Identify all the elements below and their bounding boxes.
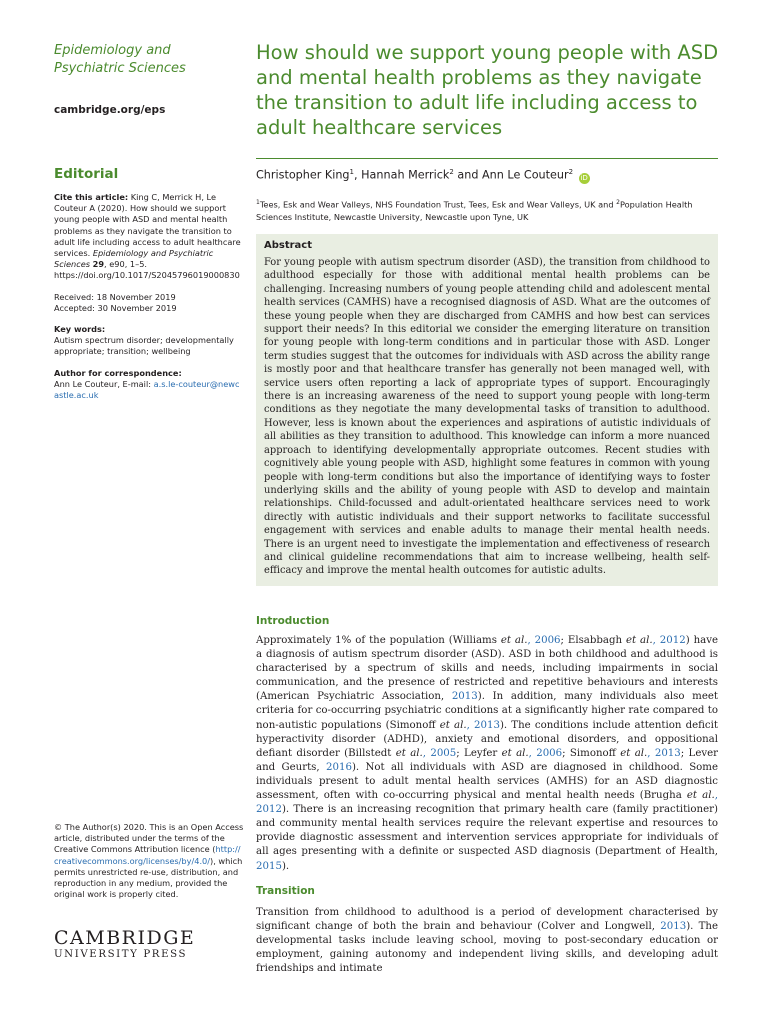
affiliation-1-marker: 1: [256, 199, 260, 206]
citation-link[interactable]: , 2006: [528, 747, 563, 759]
transition-text-segment: ). The developmental tasks include leaving school, moving to post-secondary education or employment, gaining autonomy and independent living skills, and developing adult friendships and intimate: [256, 921, 718, 975]
citation-link[interactable]: , 2013: [647, 747, 681, 759]
citation-link[interactable]: , 2005: [422, 747, 457, 759]
affiliation-2-marker: 2: [616, 199, 620, 206]
journal-url[interactable]: cambridge.org/eps: [54, 104, 166, 116]
accepted-date: Accepted: 30 November 2019: [54, 302, 177, 313]
intro-text-segment: ) have a diagnosis of autism spectrum disorder (ASD). ASD in both childhood and adulthood is characterised by a spectrum of skills and needs, including impairments in social communication, and the presence of restricted and repetitive behaviours and interests (American Psychiatric Association,: [256, 635, 718, 703]
author-separator: ,: [354, 168, 362, 182]
intro-text-segment: ; Lever and Geurts,: [256, 747, 718, 773]
intro-text-segment: ). There is an increasing recognition that primary health care (family practitioner) and community mental health services require the relevant expertise and resources to provide diagnostic assessment and intervention services appropriate for individuals of all ages presenting with a definite or suspected ASD diagnosis (Department of Health,: [256, 804, 718, 858]
publisher-logo-line2: UNIVERSITY PRESS: [54, 949, 188, 960]
received-date: Received: 18 November 2019: [54, 291, 176, 302]
citation-label: Cite this article:: [54, 192, 129, 202]
abstract-heading: Abstract: [264, 240, 313, 251]
article-type: Editorial: [54, 166, 119, 182]
author-list: [256, 168, 590, 184]
title-divider: [256, 158, 718, 159]
author-2-affiliation: 2: [449, 168, 454, 176]
citation: [54, 192, 244, 282]
transition-text-segment: Transition from childhood to adulthood is a period of development characterised by significant change of both the brain and behaviour (Colver and Longwell,: [256, 907, 718, 933]
citation-link[interactable]: , 2013: [466, 719, 500, 731]
introduction-paragraph: [256, 634, 718, 874]
intro-text-segment: ; Elsabbagh: [560, 635, 626, 646]
keywords-label: Key words:: [54, 324, 106, 335]
citation-link[interactable]: 2013: [660, 921, 687, 933]
citation-link[interactable]: 2015: [256, 860, 282, 872]
et-al: et al.: [620, 747, 648, 759]
et-al: et al.: [500, 635, 528, 646]
transition-paragraph: [256, 906, 718, 976]
intro-text-segment: Approximately 1% of the population (Williams: [256, 635, 501, 646]
transition-heading: Transition: [256, 885, 315, 897]
citation-link[interactable]: , 2012: [652, 635, 686, 646]
intro-text-segment: ). The conditions include attention deficit hyperactivity disorder (ADHD), anxiety and emotional disorders, and oppositional defiant disorder (Billstedt: [256, 719, 718, 759]
license-notice: [54, 822, 244, 900]
citation-text: King C, Merrick H, Le Couteur A (2020). How should we support young people with ASD and mental health problems as they navigate the transition to adult life including access to adult healthcare services.: [54, 192, 241, 259]
introduction-heading: Introduction: [256, 615, 330, 627]
author-1[interactable]: Christopher King: [256, 168, 350, 182]
et-al: et al.: [686, 790, 715, 802]
et-al: et al.: [439, 719, 467, 731]
correspondence-label: Author for correspondence:: [54, 367, 182, 378]
keywords: [54, 324, 244, 358]
journal-name: Epidemiology and Psychiatric Sciences: [54, 43, 186, 76]
article-title: How should we support young people with ASD and mental health problems as they navigate the transition to adult life including access to adult healthcare services: [256, 41, 719, 139]
publisher-logo: [54, 928, 204, 962]
author-3-affiliation: 2: [568, 168, 574, 176]
intro-text-segment: ; Simonoff: [562, 747, 621, 759]
intro-text-segment: ; Leyfer: [456, 747, 502, 759]
license-link[interactable]: http://creativecommons.org/licenses/by/4.0/: [54, 844, 241, 866]
dates: [54, 292, 244, 314]
publisher-logo-line1: CAMBRIDGE: [54, 927, 196, 949]
abstract-text: For young people with autism spectrum disorder (ASD), the transition from childhood to adulthood especially for those with additional mental health problems can be challenging. Increasing numbers of young people attending child and adolescent mental health services (CAMHS) have a recognised diagnosis of ASD. What are the outcomes of these young people when they are discharged from CAMHS and how best can services support their needs? In this editorial we consider the emerging literature on transition for young people with long-term conditions and in particular those with ASD. Longer term studies suggest that the outcomes for individuals with ASD across the ability range is mostly poor and that healthcare transfer has generally not been managed well, with service users often reporting a lack of appropriate types of support. Encouragingly there is an increasing awareness of the need to support young people with long-term conditions as they negotiate the many developmental tasks of transition to adulthood. However, less is known about the experiences and aspirations of autistic individuals of all abilities as they transition to adulthood. This knowledge can inform a more nuanced approach to identifying developmentally appropriate outcomes. Recent studies with cognitively able young people with ASD, highlight some features in common with young people with long-term conditions but also the importance of identifying ways to foster underlying skills and the ability of young people with ASD to develop and maintain relationships. Child-focussed and adult-orientated healthcare services need to work directly with autistic individuals and their support networks to facilitate successful engagement with services and enable adults to manage their mental health needs. There is an urgent need to investigate the implementation and effectiveness of research and clinical guideline recommendations that aim to increase wellbeing, health self-efficacy and improve the mental health outcomes for autistic adults.: [264, 257, 710, 577]
affiliation-1: Tees, Esk and Wear Valleys, NHS Foundation Trust, Tees, Esk and Wear Valleys, UK and: [259, 199, 617, 210]
affiliation-2: Population Health Sciences Institute, Newcastle University, Newcastle upon Tyne, UK: [256, 199, 693, 222]
et-al: et al.: [395, 747, 423, 759]
orcid-icon[interactable]: iD: [580, 173, 588, 182]
keywords-list: Autism spectrum disorder; developmentally appropriate; transition; wellbeing: [54, 335, 234, 357]
affiliations: [256, 197, 718, 223]
citation-link[interactable]: 2016: [326, 761, 352, 773]
citation-link[interactable]: 2013: [451, 691, 478, 703]
article-sidebar: [54, 192, 244, 411]
author-separator: and: [453, 168, 483, 182]
intro-text-segment: ). In addition, many individuals also meet criteria for co-occurring psychiatric conditions at a significantly higher rate compared to non-autistic populations (Simonoff: [256, 691, 718, 731]
citation-doi[interactable]: , e90, 1–5. https://doi.org/10.1017/S2045796019000830: [54, 259, 240, 281]
correspondence-email-link[interactable]: a.s.le-couteur@newcastle.ac.uk: [54, 378, 240, 401]
correspondence: [54, 368, 244, 402]
et-al: et al.: [626, 635, 653, 646]
author-3[interactable]: Ann Le Couteur: [482, 168, 569, 182]
correspondence-name: Ann Le Couteur, E-mail:: [54, 378, 154, 389]
intro-text-segment: ).: [281, 860, 290, 872]
license-text-1: © The Author(s) 2020. This is an Open Access article, distributed under the terms of the Creative Commons Attribution licence (: [54, 822, 244, 855]
author-1-affiliation: 1: [349, 168, 355, 176]
citation-volume: 29: [92, 259, 105, 270]
author-2[interactable]: Hannah Merrick: [361, 168, 450, 182]
citation-journal: Epidemiology and Psychiatric Sciences: [54, 248, 214, 270]
citation-link[interactable]: , 2012: [256, 790, 718, 816]
license-text-2: ), which permits unrestricted re-use, distribution, and reproduction in any medium, provided the original work is properly cited.: [54, 855, 243, 900]
intro-text-segment: ). Not all individuals with ASD are diagnosed in childhood. Some individuals present to adult mental health services (AMHS) for an ASD diagnostic assessment, often with co-occurring physical and mental health needs (Brugha: [256, 761, 718, 802]
citation-link[interactable]: , 2006: [527, 635, 561, 646]
et-al: et al.: [501, 747, 529, 759]
